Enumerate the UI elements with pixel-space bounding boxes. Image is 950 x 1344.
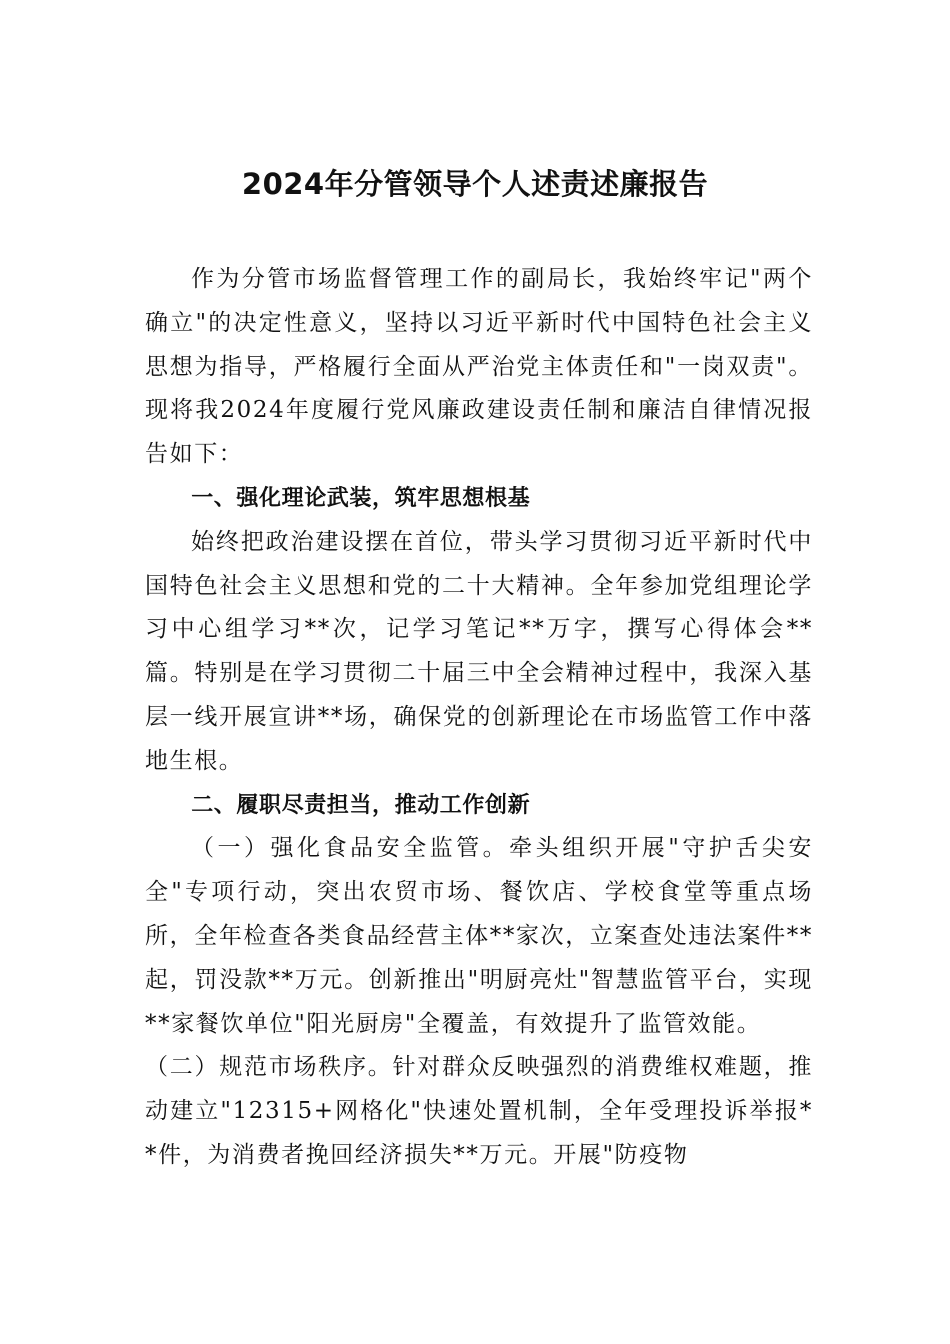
intro-paragraph: 作为分管市场监督管理工作的副局长，我始终牢记"两个确立"的决定性意义，坚持以习近平新时代中国特色社会主义思想为指导，严格履行全面从严治党主体责任和"一岗双责"。现将我2024年度履行党风廉政建设责任制和廉洁自律情况报告如下： — [145, 266, 813, 468]
document-body — [145, 258, 813, 1178]
section-2-heading: 二、履职尽责担当，推动工作创新 — [191, 792, 531, 818]
section-2-item-2-paragraph: （二）规范市场秩序。针对群众反映强烈的消费维权难题，推动建立"12315+网格化"快速处置机制，全年受理投诉举报**件，为消费者挽回经济损失**万元。开展"防疫物 — [145, 1054, 813, 1168]
section-2-item-1-paragraph: （一）强化食品安全监管。牵头组织开展"守护舌尖安全"专项行动，突出农贸市场、餐饮店、学校食堂等重点场所，全年检查各类食品经营主体**家次，立案查处违法案件**起，罚没款**万元。创新推出"明厨亮灶"智慧监管平台，实现**家餐饮单位"阳光厨房"全覆盖，有效提升了监管效能。 — [145, 835, 813, 1037]
document-title: 2024年分管领导个人述责述廉报告 — [241, 167, 709, 201]
section-1-paragraph: 始终把政治建设摆在首位，带头学习贯彻习近平新时代中国特色社会主义思想和党的二十大精神。全年参加党组理论学习中心组学习**次，记学习笔记**万字，撰写心得体会**篇。特别是在学习贯彻二十届三中全会精神过程中，我深入基层一线开展宣讲**场，确保党的创新理论在市场监管工作中落地生根。 — [145, 528, 813, 774]
section-1-heading: 一、强化理论武装，筑牢思想根基 — [191, 485, 531, 511]
